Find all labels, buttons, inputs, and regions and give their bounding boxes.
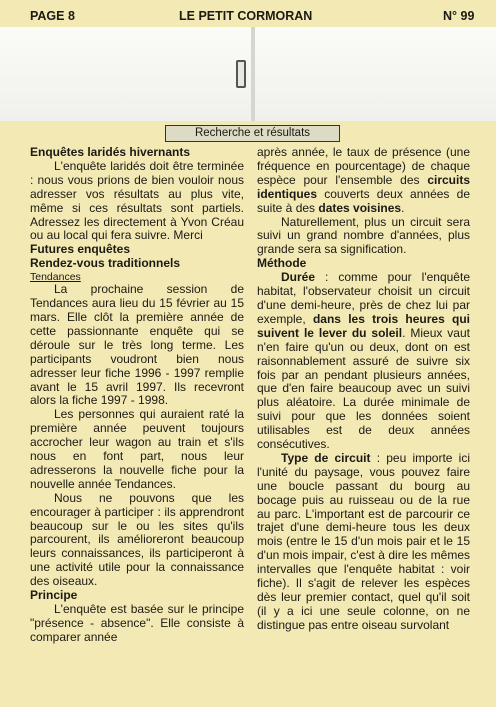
right-column [257, 146, 470, 633]
emphasis: Durée [281, 270, 316, 285]
emphasis: Type de circuit [281, 450, 371, 465]
subheading-rendezvous: Rendez-vous traditionnels [30, 256, 181, 271]
paragraph: après année, le taux de présence (une fréquence en pourcentage) de chaque espèce pour l'ensemble des circuits identiques couverts deux années de suite à des dates voisines. [257, 145, 470, 215]
heading-principe: Principe [30, 588, 78, 603]
page-header [0, 9, 496, 27]
staple-icon [236, 60, 246, 88]
left-column [30, 146, 244, 645]
paragraph: Durée : comme pour l'enquête habitat, l'observateur choisit un circuit d'une demi-heure, près de chez lui par exemple, dans les trois heures qui suivent le lever du soleil. Mieux vaut n'en faire qu'un ou deux, dont on est raisonnablement assuré de suivre six fois par an pendant plusieurs années, que d'en faire beaucoup avec un suivi plus aléatoire. La durée minimale de suivi pour que les données soient utilisables est de deux années consécutives. [257, 270, 471, 452]
issue-number: N° 99 [443, 9, 475, 23]
paragraph: L'enquête est basée sur le principe "présence - absence". Elle consiste à comparer année [30, 602, 244, 644]
paragraph: Naturellement, plus un circuit sera suivi un grand nombre d'années, plus grande sera sa signification. [257, 214, 470, 257]
heading-laridae: Enquêtes laridés hivernants [30, 145, 191, 159]
paragraph: L'enquête laridés doit être terminée : nous vous prions de bien vouloir nous adresser vos résultats au plus vite, même si ces résultats sont partiels. Adressez les directement à Yvon Créau ou au local qui fera suivre. Merci [30, 158, 244, 243]
tape-seam [251, 27, 255, 121]
paragraph: Type de circuit : peu importe ici l'unité du paysage, vous pouvez faire une boucle passant du bourg au bocage puis au ruisseau ou de la rue au parc. L'important est de parcourir ce trajet d'une demi-heure tous les deux mois (entre le 15 d'un mois pair et le 15 d'un mois impair, c'est à dire les mêmes intervalles que l'enquête habitat : voir fiche). Il s'agit de relever les espèces dès leur premier contact, quel qu'il soit (il y a ici une seule colonne, on ne distingue pas entre oiseau survolant [257, 450, 470, 632]
newsletter-title: LE PETIT CORMORAN [179, 9, 313, 23]
paragraph: Nous ne pouvons que les encourager à participer : ils apprendront beaucoup sur le ou les sites qu'ils parcourent, ils amélioreront beaucoup leurs connaissances, ils participeront à une activité utile pour la connaissance des oiseaux. [30, 490, 244, 589]
heading-future-surveys: Futures enquêtes [30, 242, 131, 257]
subheading-tendances: Tendances [30, 271, 81, 284]
emphasis: circuits identiques [257, 172, 470, 201]
paragraph: Les personnes qui auraient raté la première année peuvent toujours accrocher leur wagon au train et s'ils nous en font part, nous leur adresserons la nouvelle fiche pour la nouvelle année Tendances. [30, 407, 244, 491]
paragraph: La prochaine session de Tendances aura lieu du 15 février au 15 mars. Elle clôt la première année de cette passionnante enquête qui se déroule sur le très long terme. Les participants voudront bien nous adresser leur fiche 1996 - 1997 remplie avant le 15 avril 1997. Ils recevront alors la fiche 1997 - 1998. [30, 282, 244, 408]
tape-strip [0, 27, 496, 121]
heading-methode: Méthode [257, 256, 307, 271]
emphasis: dates voisines [318, 200, 402, 215]
page-number: PAGE 8 [30, 9, 75, 23]
section-rubric: Recherche et résultats [165, 125, 340, 142]
emphasis: dans les trois heures qui suivent le lever du soleil [257, 311, 471, 340]
